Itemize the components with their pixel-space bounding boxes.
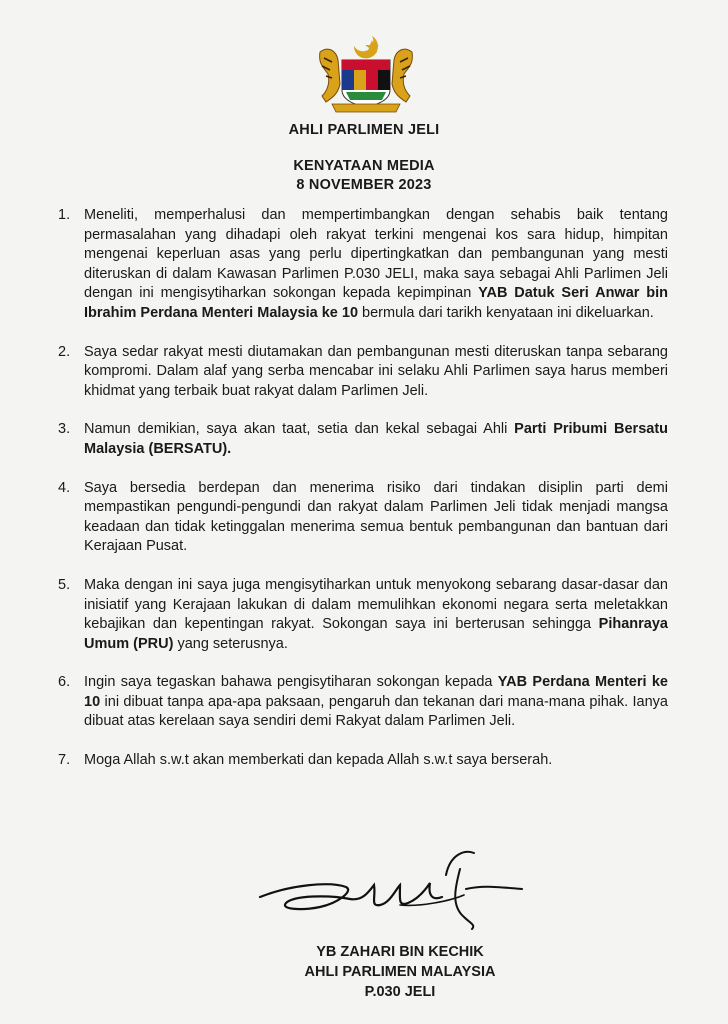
- item-number: 6.: [58, 674, 71, 691]
- item-text: Moga Allah s.w.t akan memberkati dan kepada Allah s.w.t saya berserah.: [84, 752, 553, 769]
- item-text: Maka dengan ini saya juga mengisytiharkan untuk menyokong sebarang dasar-dasar dan inisiatif yang Kerajaan lakukan di dalam memulihkan ekonomi negara serta meletakkan kebajikan dan kepentingan rakyat. Sokongan saya ini berterusan sehingga Pihanraya Umum (PRU) yang seterusnya.: [84, 576, 668, 652]
- item-text: Saya bersedia berdepan dan menerima risiko dari tindakan disiplin parti demi mempastikan pengundi-pengundi dan rakyat dalam Parlimen Jeli tidak menjadi mangsa keadaan dan tidak ketinggalan menerima semua bentuk pembangunan dan bantuan dari Kerajaan Pusat.: [84, 479, 668, 555]
- statement-item: [58, 420, 668, 459]
- statement-item: [58, 206, 668, 324]
- item-text: Saya sedar rakyat mesti diutamakan dan pembangunan mesti diteruskan tanpa sebarang kompromi. Dalam alaf yang serba mencabar ini selaku Ahli Parlimen saya harus memberi khidmat yang terbaik buat rakyat dalam Parlimen Jeli.: [84, 343, 668, 399]
- statement-item: [58, 751, 668, 771]
- signatory-block: [250, 942, 550, 1002]
- item-number: 5.: [58, 576, 71, 593]
- signatory-position: AHLI PARLIMEN MALAYSIA: [304, 964, 496, 980]
- statement-date: 8 NOVEMBER 2023: [296, 177, 432, 193]
- item-text: Namun demikian, saya akan taat, setia dan kekal sebagai Ahli Parti Pribumi Bersatu Malaysia (BERSATU).: [84, 421, 669, 457]
- statement-heading: [0, 157, 728, 195]
- handwritten-signature: [250, 845, 530, 940]
- item-text: Ingin saya tegaskan bahawa pengisytiharan sokongan kepada YAB Perdana Menteri ke 10 ini dibuat tanpa apa-apa paksaan, pengaruh dan tekanan dari mana-mana pihak. Ianya dibuat atas kerelaan saya sendiri demi Rakyat dalam Parlimen Jeli.: [84, 674, 668, 730]
- signatory-constituency: P.030 JELI: [364, 984, 436, 1000]
- item-number: 7.: [58, 752, 71, 769]
- statement-item: [58, 576, 668, 654]
- statement-items: [58, 206, 668, 771]
- signatory-name: YB ZAHARI BIN KECHIK: [316, 944, 484, 960]
- statement-item: [58, 673, 668, 732]
- member-title: AHLI PARLIMEN JELI: [288, 122, 440, 138]
- statement-item: [58, 479, 668, 557]
- malaysia-coat-of-arms-logo: [310, 32, 422, 116]
- item-number: 3.: [58, 421, 71, 438]
- statement-item: [58, 343, 668, 402]
- item-number: 4.: [58, 479, 71, 496]
- item-number: 1.: [58, 207, 71, 223]
- statement-title: KENYATAAN MEDIA: [293, 158, 435, 174]
- item-text: Meneliti, memperhalusi dan mempertimbangkan dengan sehabis baik tentang permasalahan yang dihadapi oleh rakyat terkini mengenai kos sara hidup, himpitan mengenai keperluan asas yang perlu dipertingkatkan dan pembangunan yang mesti diteruskan di dalam Kawasan Parlimen P.030 JELI, maka saya sebagai Ahli Parlimen Jeli dengan ini mengisytiharkan sokongan kepada kepimpinan YAB Datuk Seri Anwar bin Ibrahim Perdana Menteri Malaysia ke 10 bermula dari tarikh kenyataan ini dikeluarkan.: [84, 207, 668, 321]
- item-number: 2.: [58, 343, 71, 360]
